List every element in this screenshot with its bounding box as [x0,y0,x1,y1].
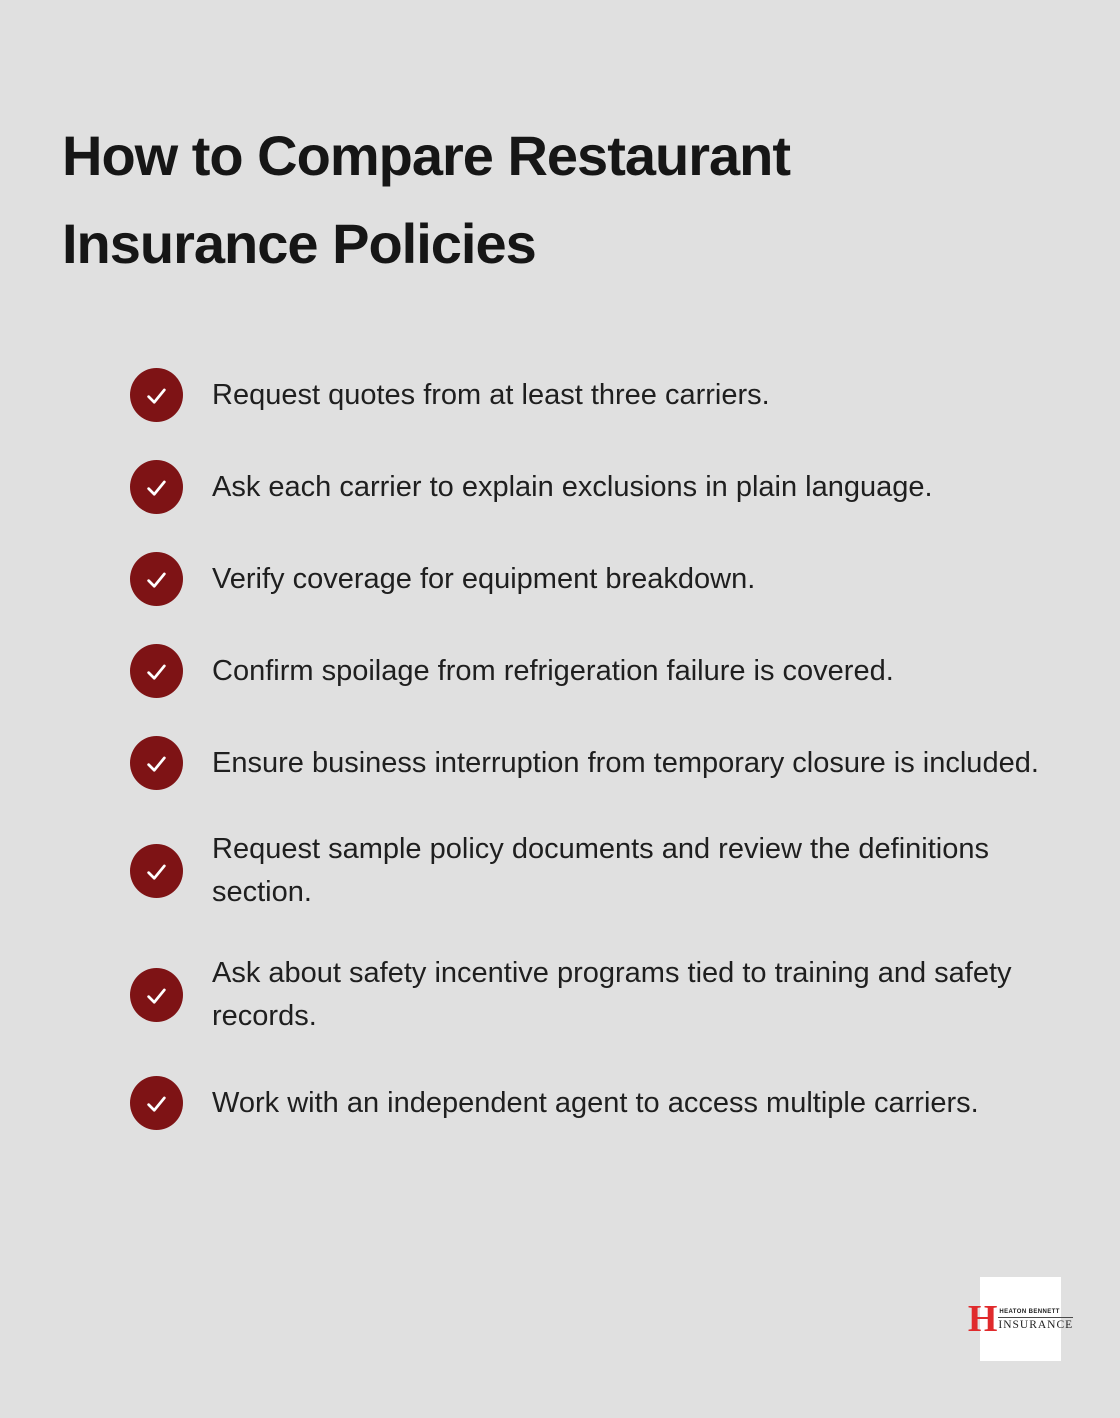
logo-company-subname: INSURANCE [998,1318,1074,1331]
list-item [130,368,1062,422]
list-item [130,952,1062,1038]
list-item-text: Request quotes from at least three carriers. [212,378,770,411]
logo-company-name: HEATON BENNETT [998,1308,1073,1318]
check-icon [130,1076,183,1130]
list-item [130,552,1062,606]
check-icon [130,844,183,898]
check-icon [130,368,183,422]
company-logo [967,1277,1074,1361]
logo-text [998,1308,1073,1331]
list-item-text: Ask about safety incentive programs tied to training and safety records. [212,957,1012,1032]
check-icon [130,460,183,514]
list-item [130,644,1062,698]
list-item-text: Request sample policy documents and review the definitions section. [212,833,989,908]
list-item-text: Ask each carrier to explain exclusions in plain language. [212,470,933,503]
check-icon [130,644,183,698]
logo-inner [967,1298,1074,1340]
list-item-text: Confirm spoilage from refrigeration failure is covered. [212,654,894,687]
list-item-text: Ensure business interruption from temporary closure is included. [212,746,1039,779]
check-icon [130,552,183,606]
list-item-text: Verify coverage for equipment breakdown. [212,562,756,595]
list-item [130,460,1062,514]
list-item [130,736,1062,790]
checklist [130,368,1062,1130]
check-icon [130,968,183,1022]
logo-monogram: H [967,1298,998,1340]
list-item [130,1076,1062,1130]
list-item-text: Work with an independent agent to access multiple carriers. [212,1086,979,1119]
page-title: How to Compare Restaurant Insurance Policies [62,124,790,275]
list-item [130,828,1062,914]
check-icon [130,736,183,790]
